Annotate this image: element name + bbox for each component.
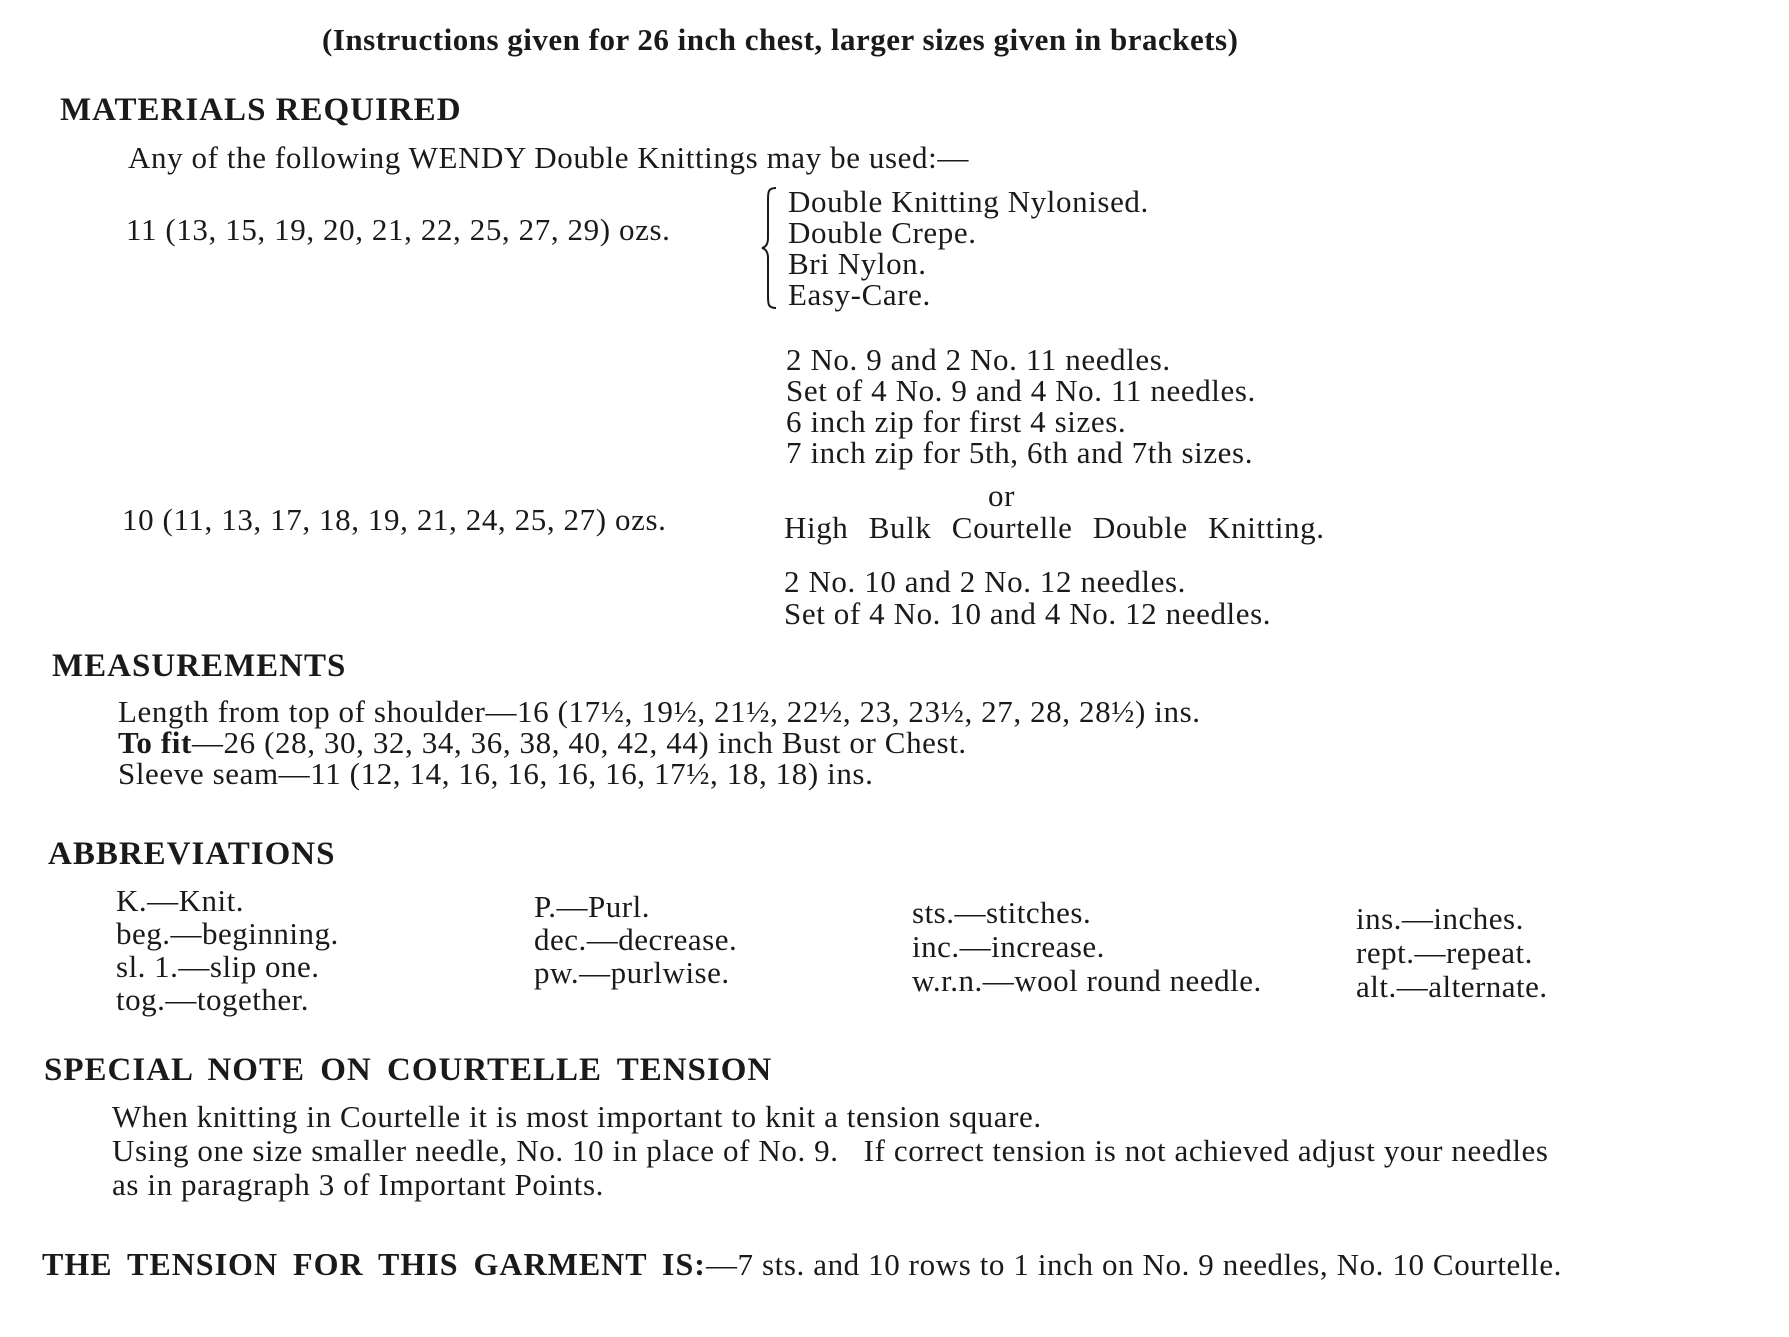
needles-list-2 — [784, 566, 1271, 630]
tension-value: —7 sts. and 10 rows to 1 inch on No. 9 needles, No. 10 Courtelle. — [705, 1247, 1563, 1282]
alt-yarn: High Bulk Courtelle Double Knitting. — [784, 510, 1325, 545]
abbreviation-item: w.r.n.—wool round needle. — [912, 963, 1262, 998]
abbreviation-item: beg.—beginning. — [116, 916, 339, 951]
measurements-list — [118, 696, 1201, 789]
needles-list-1 — [786, 344, 1256, 468]
special-note-line: Using one size smaller needle, No. 10 in place of No. 9. If correct tension is not achieved adjust your needles — [112, 1133, 1549, 1168]
or-text: or — [988, 478, 1016, 513]
special-note-heading: SPECIAL NOTE ON COURTELLE TENSION — [44, 1052, 773, 1088]
abbreviation-item: tog.—together. — [116, 982, 309, 1017]
yarn-item: Double Knitting Nylonised. — [788, 184, 1149, 219]
materials-lead: Any of the following WENDY Double Knittings may be used:— — [128, 140, 969, 175]
abbreviation-item: sl. 1.—slip one. — [116, 949, 320, 984]
needle-item: 2 No. 9 and 2 No. 11 needles. — [786, 342, 1171, 377]
needle-item: Set of 4 No. 10 and 4 No. 12 needles. — [784, 596, 1272, 631]
abbreviation-item: dec.—decrease. — [534, 922, 738, 957]
materials-quantity-1: 11 (13, 15, 19, 20, 21, 22, 25, 27, 29) ozs. — [126, 212, 671, 247]
abbreviation-item: rept.—repeat. — [1356, 935, 1533, 970]
to-fit-measurement — [118, 727, 1201, 758]
to-fit-value: —26 (28, 30, 32, 34, 36, 38, 40, 42, 44) inch Bust or Chest. — [191, 725, 967, 760]
needle-item: 2 No. 10 and 2 No. 12 needles. — [784, 564, 1186, 599]
needle-item: 6 inch zip for first 4 sizes. — [786, 404, 1127, 439]
special-note-line: When knitting in Courtelle it is most important to knit a tension square. — [112, 1099, 1042, 1134]
abbreviation-item: alt.—alternate. — [1356, 969, 1548, 1004]
abbreviations-column-4 — [1356, 902, 1548, 1004]
needle-item: Set of 4 No. 9 and 4 No. 11 needles. — [786, 373, 1256, 408]
special-note-text — [112, 1100, 1549, 1202]
abbreviation-item: sts.—stitches. — [912, 895, 1092, 930]
abbreviation-item: ins.—inches. — [1356, 901, 1524, 936]
needle-item: 7 inch zip for 5th, 6th and 7th sizes. — [786, 435, 1254, 470]
sleeve-measurement: Sleeve seam—11 (12, 14, 16, 16, 16, 16, 17½, 18, 18) ins. — [118, 756, 874, 791]
yarn-item: Easy-Care. — [788, 277, 931, 312]
to-fit-label: To fit — [118, 725, 192, 760]
abbreviations-column-2 — [534, 890, 737, 989]
abbreviations-column-3 — [912, 896, 1262, 998]
abbreviation-item: pw.—purlwise. — [534, 955, 730, 990]
yarn-item: Double Crepe. — [788, 215, 977, 250]
yarn-item: Bri Nylon. — [788, 246, 927, 281]
materials-quantity-2: 10 (11, 13, 17, 18, 19, 21, 24, 25, 27) ozs. — [122, 502, 667, 537]
special-note-line: as in paragraph 3 of Important Points. — [112, 1167, 605, 1202]
curly-brace-icon — [760, 186, 780, 310]
abbreviation-item: P.—Purl. — [534, 889, 650, 924]
intro-line: (Instructions given for 26 inch chest, larger sizes given in brackets) — [322, 22, 1239, 57]
length-measurement: Length from top of shoulder—16 (17½, 19½, 21½, 22½, 23, 23½, 27, 28, 28½) ins. — [118, 694, 1201, 729]
abbreviations-column-1 — [116, 884, 339, 1016]
yarn-list — [788, 186, 1149, 310]
abbreviations-heading: ABBREVIATIONS — [48, 836, 336, 872]
abbreviation-item: K.—Knit. — [116, 883, 244, 918]
tension-statement — [42, 1248, 1562, 1281]
abbreviation-item: inc.—increase. — [912, 929, 1105, 964]
measurements-heading: MEASUREMENTS — [52, 648, 347, 684]
tension-label: THE TENSION FOR THIS GARMENT IS: — [42, 1246, 706, 1282]
materials-heading: MATERIALS REQUIRED — [60, 92, 462, 128]
